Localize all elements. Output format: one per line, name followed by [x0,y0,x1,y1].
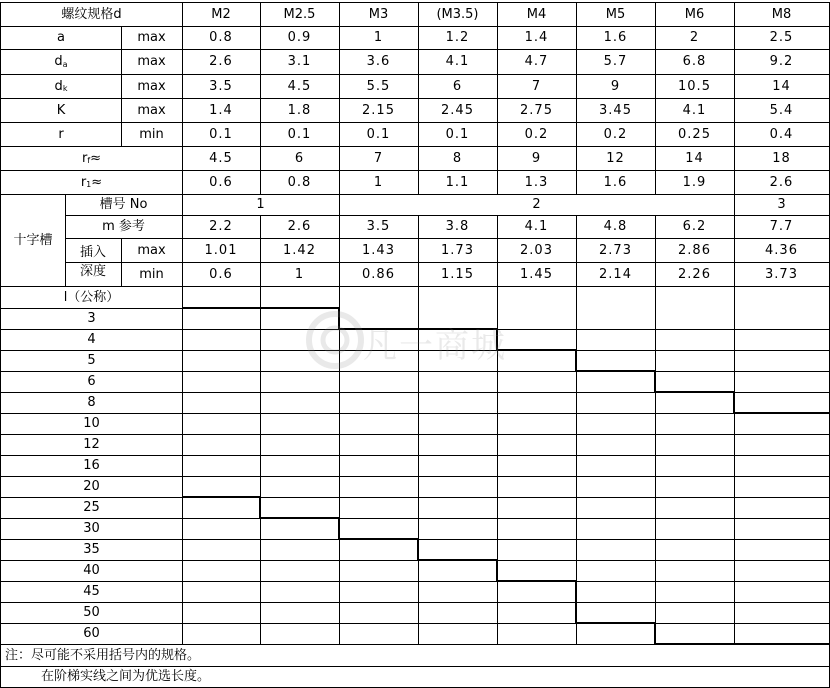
insert-max-value-cell: 1.73 [441,242,474,258]
preferred-length-step-top [576,370,656,372]
preferred-length-step-top [339,328,419,330]
param-value-cell: 3.6 [366,54,391,69]
length-label: 20 [83,479,100,494]
preferred-length-step-top [497,349,577,351]
insert-min-value-cell: 1 [294,266,305,282]
insert-max-value-cell: 4.36 [765,242,798,258]
approx-label-subscript: 1 [86,180,92,189]
preferred-length-step-riser [654,622,656,645]
param-label-symbol: d [54,78,63,94]
param-value-cell: 6 [452,78,463,94]
param-value-cell: 1.4 [524,30,549,45]
insert-min-value-cell: 2.26 [678,266,711,282]
preferred-length-step-bottom [418,559,498,561]
length-header: l（公称） [63,289,120,305]
row-rule [0,476,830,477]
preferred-length-step-riser [259,496,261,519]
insert-depth-label-line: 深度 [79,264,106,279]
length-label: 4 [87,332,96,347]
approx-value-cell: 7 [373,150,384,166]
param-value-cell: 2.6 [209,54,233,69]
row-rule [0,286,830,287]
col-rule [734,3,735,194]
row-rule [0,455,830,456]
param-value-cell: 0.25 [678,126,711,142]
param-value-cell: 3.45 [599,102,632,118]
row-rule [0,122,830,123]
length-label: 10 [83,416,100,431]
row-rule [0,434,830,435]
approx-value-cell: 0.8 [287,174,312,190]
insert-min-value-cell: 3.73 [765,266,798,282]
param-value-cell: 9 [610,78,621,94]
preferred-length-step-top [182,307,261,309]
param-value-cell: 5.5 [366,78,391,94]
approx-value-cell: 14 [685,150,704,166]
length-label: 16 [83,458,100,473]
insert-depth-label-line: 插入 [79,245,106,260]
approx-value-cell: 6 [294,150,305,166]
preferred-length-step-top [260,307,340,309]
note: 注：尽可能不采用括号内的规格。 [5,647,201,663]
slot-number: 1 [256,197,265,212]
param-value-cell: 14 [772,78,791,94]
param-value-cell: 7 [531,78,542,94]
length-label: 6 [87,374,96,389]
preferred-length-step-riser [654,370,656,393]
preferred-length-step-bottom [734,643,830,645]
length-label: 50 [83,605,100,620]
approx-value-cell: 12 [606,150,625,166]
m-value-cell: 4.8 [603,219,628,234]
col-rule [655,3,656,194]
param-label-symbol: a [57,30,65,45]
approx-label-subscript: f [87,156,91,165]
row-rule [65,215,830,216]
param-value-cell: 5.4 [769,102,794,118]
limit-label: max [137,242,166,258]
insert-min-value-cell: 1.45 [520,266,553,282]
row-rule [0,497,830,498]
col-rule [121,238,122,286]
param-value-cell: 1.8 [287,102,312,118]
size-header: M8 [771,7,792,22]
limit-label: max [137,102,166,118]
row-rule [0,413,830,414]
approx-value-cell: 1.6 [603,174,628,190]
size-header: M4 [526,7,547,22]
row-rule [0,26,830,27]
param-value-cell: 0.1 [209,126,233,142]
param-label-subscript: k [62,84,68,93]
row-rule [0,518,830,519]
length-label: 25 [83,500,100,515]
preferred-length-step-riser [417,538,419,561]
col-rule [339,3,340,194]
insert-min-value-cell: 1.15 [441,266,474,282]
param-value-cell: 2.45 [441,102,474,118]
length-label: 35 [83,542,100,557]
insert-max-value-cell: 1.43 [362,242,395,258]
row-rule [65,262,830,263]
border-left [0,2,1,688]
m-value-cell: 2.2 [209,219,233,234]
param-value-cell: 0.2 [603,126,628,142]
param-label-symbol: d [54,54,63,69]
row-rule [0,194,830,195]
param-value-cell: 1.2 [445,30,470,45]
row-rule [0,666,830,667]
col-rule [339,194,340,215]
limit-label: max [137,78,166,94]
size-header: M2 [211,7,231,22]
preferred-length-step-top [734,412,830,414]
preferred-length-step-riser [338,307,340,330]
insert-max-value-cell: 1.01 [204,242,238,258]
col-rule [260,215,261,644]
slot-number: 2 [532,197,541,212]
limit-label: max [137,54,166,69]
approx-label-symbol: r [80,174,87,190]
approx-value-cell: 1.3 [524,174,549,190]
slot-number: 3 [777,197,786,212]
m-value-cell: 2.6 [287,219,312,234]
approx-value-cell: 18 [772,150,791,166]
param-label [1,98,121,122]
approx-value-cell: 1.9 [682,174,707,190]
row-rule [0,371,830,372]
col-rule [497,3,498,194]
param-label [1,122,121,146]
param-value-cell: 0.9 [287,30,312,45]
approx-label [1,146,182,170]
approx-value-cell: 1 [373,174,384,190]
preferred-length-step-bottom [497,580,577,582]
param-value-cell: 1.6 [603,30,628,45]
size-header: M6 [684,7,705,22]
row-rule [0,560,830,561]
col-rule [121,26,122,146]
spec-header: 螺纹规格d [61,7,122,22]
row-rule [65,238,830,239]
row-rule [0,581,830,582]
param-value-cell: 1 [373,30,384,45]
preferred-length-step-riser [338,517,340,540]
param-value-cell: 0.1 [445,126,470,142]
param-value-cell: 3.1 [287,54,312,69]
preferred-length-step-top [418,328,498,330]
limit-label: min [139,126,164,142]
limit-label: max [137,30,166,45]
preferred-length-step-bottom [655,643,735,645]
row-rule [0,49,830,50]
col-rule [734,194,735,215]
param-value-cell: 0.1 [287,126,312,142]
col-rule [182,3,183,644]
param-value-cell: 2.15 [362,102,395,118]
watermark-logo-icon [305,310,365,370]
size-header: M2.5 [283,7,316,22]
insert-min-value-cell: 2.14 [599,266,632,282]
row-rule [0,308,182,309]
param-value-cell: 3.5 [209,78,233,94]
param-value-cell: 4.7 [524,54,549,69]
approx-label-approx: ≈ [90,150,102,166]
param-value-cell: 5.7 [603,54,628,69]
m-reference-label: m 参考 [102,219,145,234]
param-value-cell: 2.75 [520,102,553,118]
row-rule [0,146,830,147]
param-label-symbol: K [56,102,66,118]
m-value-cell: 4.1 [524,219,549,234]
preferred-length-step-riser [496,559,498,582]
approx-label-approx: ≈ [91,174,103,190]
col-rule [655,215,656,644]
col-rule [260,3,261,194]
note: 在阶梯实线之间为优选长度。 [41,669,211,684]
approx-label [1,170,182,194]
param-value-cell: 0.8 [209,30,233,45]
preferred-length-step-riser [575,580,577,624]
size-header: M5 [605,7,626,22]
length-label: 45 [83,584,100,599]
param-value-cell: 0.4 [769,126,794,142]
preferred-length-step-top [655,391,735,393]
row-rule [0,350,830,351]
param-value-cell: 2.5 [769,30,794,45]
row-rule [0,623,830,624]
approx-label-symbol: r [81,150,88,166]
preferred-length-step-riser [733,391,735,414]
param-label [1,49,121,74]
preferred-length-step-bottom [260,517,340,519]
length-label: 60 [83,626,100,641]
approx-value-cell: 0.6 [209,174,233,190]
param-value-cell: 4.1 [445,54,470,69]
m-value-cell: 3.8 [445,219,470,234]
preferred-length-step-bottom [576,622,656,624]
preferred-length-step-bottom [339,538,419,540]
param-label-subscript: a [62,59,68,69]
col-rule [418,215,419,644]
param-value-cell: 10.5 [678,78,711,94]
size-header: (M3.5) [436,7,479,22]
col-rule [65,194,66,286]
param-value-cell: 2 [689,30,700,45]
preferred-length-step-riser [575,349,577,372]
watermark-text: 凡一商城 [363,326,507,366]
length-label: 8 [87,395,96,410]
row-rule [0,170,830,171]
length-label: 3 [87,311,96,326]
param-label [1,26,121,49]
m-value-cell: 3.5 [366,219,391,234]
size-header: M3 [368,7,389,22]
m-value-cell: 6.2 [682,219,707,234]
insert-min-value-cell: 0.6 [209,266,233,282]
param-value-cell: 6.8 [682,54,707,69]
insert-max-value-cell: 2.86 [678,242,711,258]
limit-label: min [139,266,164,282]
param-value-cell: 0.2 [524,126,549,142]
approx-value-cell: 1.1 [445,174,470,190]
approx-value-cell: 9 [531,150,542,166]
param-value-cell: 4.5 [287,78,312,94]
preferred-length-step-riser [496,328,498,351]
m-value-cell: 7.7 [769,219,794,234]
insert-min-value-cell: 0.86 [362,266,395,282]
param-value-cell: 4.1 [682,102,707,118]
param-value-cell: 0.1 [366,126,391,142]
col-rule [339,215,340,644]
length-label: 12 [83,437,100,452]
preferred-length-step-bottom [182,496,261,498]
length-label: 40 [83,563,100,578]
col-rule [734,215,735,644]
insert-max-value-cell: 2.73 [599,242,632,258]
param-label [1,74,121,98]
approx-value-cell: 8 [452,150,463,166]
param-value-cell: 9.2 [769,54,794,69]
row-rule [0,98,830,99]
row-rule [0,74,830,75]
row-rule [0,602,830,603]
length-label: 30 [83,521,100,536]
approx-value-cell: 2.6 [769,174,794,190]
insert-max-value-cell: 1.42 [283,242,316,258]
cross-recess-label: 十字槽 [13,232,53,248]
approx-value-cell: 4.5 [209,150,233,166]
param-label-symbol: r [58,126,64,142]
length-label: 5 [87,353,96,368]
border-top [0,2,830,3]
insert-max-value-cell: 2.03 [520,242,553,258]
col-rule [418,3,419,194]
slot-number-label: 槽号 No [99,197,148,212]
param-value-cell: 1.4 [209,102,233,118]
col-rule [576,3,577,194]
